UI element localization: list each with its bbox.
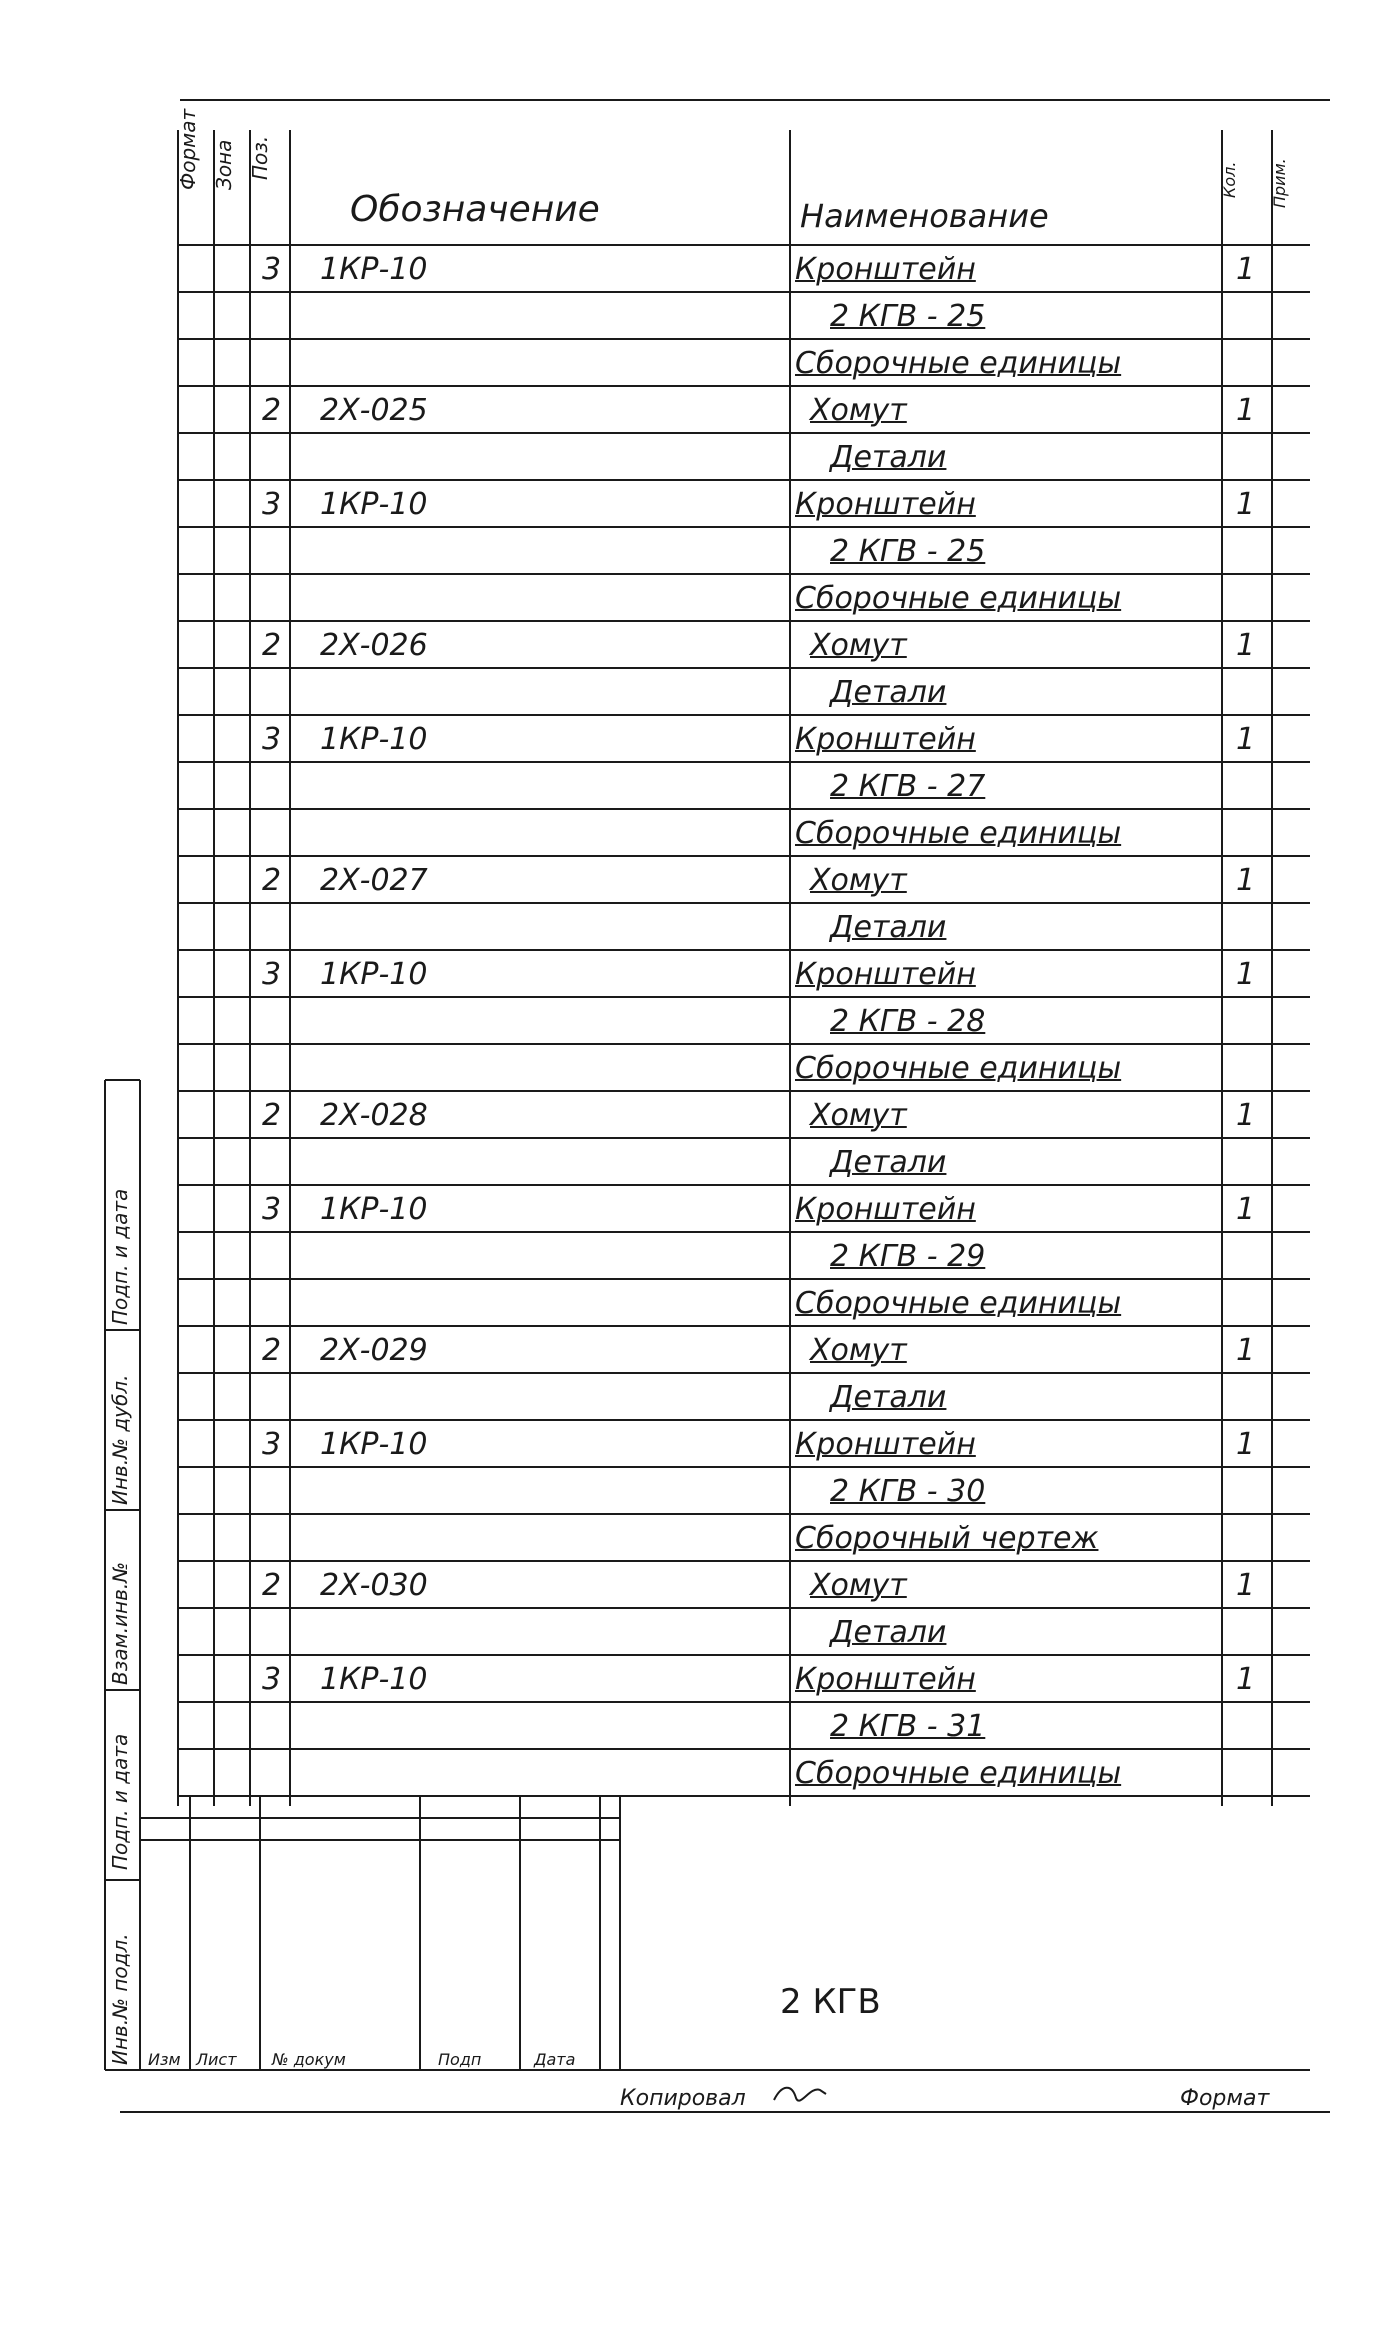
header-format: Формат — [176, 108, 200, 190]
row-name: Хомут — [810, 628, 907, 663]
row-qty: 1 — [1236, 722, 1256, 757]
row-pos: 2 — [262, 628, 282, 663]
row-name: Кронштейн — [795, 487, 976, 522]
title-col-list: Лист — [196, 2050, 237, 2069]
row-name: Кронштейн — [795, 722, 976, 757]
row-name: Хомут — [810, 1333, 907, 1368]
row-name: Детали — [830, 1380, 947, 1415]
row-designation: 2Х-029 — [320, 1333, 428, 1368]
row-qty: 1 — [1236, 863, 1256, 898]
row-designation: 1КР-10 — [320, 1192, 428, 1227]
header-pos: Поз. — [248, 135, 272, 180]
row-name: 2 КГВ - 31 — [830, 1709, 986, 1744]
row-qty: 1 — [1236, 1662, 1256, 1697]
side-stamp-label: Подп. и дата — [108, 1733, 132, 1870]
row-designation: 2Х-025 — [320, 393, 428, 428]
row-name: Детали — [830, 1145, 947, 1180]
row-qty: 1 — [1236, 487, 1256, 522]
row-designation: 1КР-10 — [320, 252, 428, 287]
header-designation: Обозначение — [350, 189, 600, 230]
row-name: 2 КГВ - 25 — [830, 534, 986, 569]
row-designation: 2Х-026 — [320, 628, 428, 663]
row-pos: 3 — [262, 1427, 282, 1462]
row-name: Кронштейн — [795, 252, 976, 287]
row-pos: 2 — [262, 1098, 282, 1133]
row-name: Сборочные единицы — [795, 1756, 1122, 1791]
row-pos: 3 — [262, 722, 282, 757]
row-pos: 3 — [262, 487, 282, 522]
title-col-sign: Подп — [438, 2050, 482, 2069]
side-stamp-label: Взам.инв.№ — [108, 1561, 132, 1685]
row-designation: 2Х-030 — [320, 1568, 428, 1603]
row-name: Сборочные единицы — [795, 1051, 1122, 1086]
row-name: 2 КГВ - 25 — [830, 299, 986, 334]
row-name: Кронштейн — [795, 1192, 976, 1227]
row-pos: 2 — [262, 1568, 282, 1603]
row-name: 2 КГВ - 30 — [830, 1474, 986, 1509]
row-designation: 1КР-10 — [320, 487, 428, 522]
copier-signature-icon — [770, 2080, 830, 2108]
row-pos: 3 — [262, 252, 282, 287]
row-designation: 2Х-028 — [320, 1098, 428, 1133]
side-stamp-label: Инв.№ подл. — [108, 1933, 132, 2065]
row-name: Детали — [830, 675, 947, 710]
row-name: Хомут — [810, 393, 907, 428]
title-col-izm: Изм — [148, 2050, 181, 2069]
row-designation: 1КР-10 — [320, 957, 428, 992]
row-qty: 1 — [1236, 628, 1256, 663]
row-pos: 3 — [262, 1662, 282, 1697]
row-name: 2 КГВ - 27 — [830, 769, 986, 804]
row-qty: 1 — [1236, 1192, 1256, 1227]
row-pos: 2 — [262, 1333, 282, 1368]
row-name: Кронштейн — [795, 1427, 976, 1462]
row-pos: 3 — [262, 957, 282, 992]
row-name: Сборочные единицы — [795, 346, 1122, 381]
row-name: Хомут — [810, 863, 907, 898]
title-col-doc: № докум — [272, 2050, 346, 2069]
row-designation: 1КР-10 — [320, 1427, 428, 1462]
row-name: Кронштейн — [795, 1662, 976, 1697]
row-name: Сборочные единицы — [795, 1286, 1122, 1321]
footer-format: Формат — [1180, 2086, 1270, 2111]
header-name: Наименование — [800, 197, 1049, 235]
title-block-designation: 2 КГВ — [780, 1982, 881, 2022]
row-pos: 3 — [262, 1192, 282, 1227]
row-qty: 1 — [1236, 252, 1256, 287]
row-designation: 1КР-10 — [320, 1662, 428, 1697]
footer-copied: Копировал — [620, 2086, 746, 2111]
header-note: Прим. — [1270, 158, 1289, 208]
row-name: Сборочный чертеж — [795, 1521, 1099, 1556]
header-qty: Кол. — [1220, 161, 1239, 198]
side-stamp-label: Инв.№ дубл. — [108, 1374, 132, 1505]
row-pos: 2 — [262, 393, 282, 428]
row-name: Кронштейн — [795, 957, 976, 992]
row-designation: 2Х-027 — [320, 863, 428, 898]
row-designation: 1КР-10 — [320, 722, 428, 757]
row-qty: 1 — [1236, 1333, 1256, 1368]
row-qty: 1 — [1236, 1568, 1256, 1603]
row-qty: 1 — [1236, 393, 1256, 428]
row-name: Сборочные единицы — [795, 816, 1122, 851]
row-name: Детали — [830, 440, 947, 475]
row-qty: 1 — [1236, 1098, 1256, 1133]
row-pos: 2 — [262, 863, 282, 898]
row-name: 2 КГВ - 28 — [830, 1004, 986, 1039]
row-name: Сборочные единицы — [795, 581, 1122, 616]
row-name: Детали — [830, 1615, 947, 1650]
header-zone: Зона — [212, 139, 236, 190]
row-qty: 1 — [1236, 957, 1256, 992]
row-name: Хомут — [810, 1568, 907, 1603]
row-name: Хомут — [810, 1098, 907, 1133]
row-name: 2 КГВ - 29 — [830, 1239, 986, 1274]
side-stamp-label: Подп. и дата — [108, 1188, 132, 1325]
title-col-date: Дата — [534, 2050, 576, 2069]
row-qty: 1 — [1236, 1427, 1256, 1462]
row-name: Детали — [830, 910, 947, 945]
